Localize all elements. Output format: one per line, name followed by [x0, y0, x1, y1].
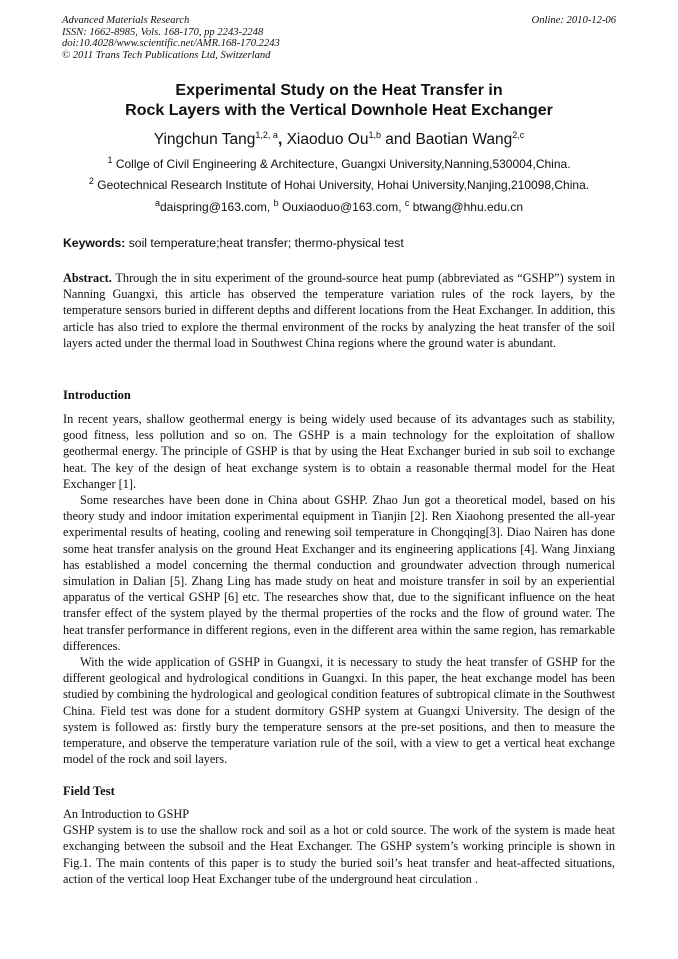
online-date: Online: 2010-12-06 [531, 15, 616, 26]
author-affiliation-mark: 1,2, a [255, 129, 278, 140]
affiliation-2 [0, 178, 678, 192]
keywords-label: Keywords: [63, 236, 126, 250]
email-link[interactable]: daispring@163.com, [160, 200, 271, 214]
section-heading-field-test: Field Test [63, 784, 115, 798]
keywords-line [63, 236, 404, 250]
author-emails [0, 200, 678, 214]
paper-title [0, 81, 678, 121]
author-name: Yingchun Tang [153, 131, 256, 148]
affiliation-1 [0, 157, 678, 171]
copyright-line: © 2011 Trans Tech Publications Ltd, Switzerland [62, 49, 271, 61]
email-mark: b [273, 198, 279, 208]
paragraph: GSHP system is to use the shallow rock and soil as a hot or cold source. The work of the system is made heat exchanging between the subsoil and the Heat Exchanger. The GSHP system’s working principle is shown in Fig.1. The main contents of this paper is to study the buried soil’s heat transfer and heat-affected situations, action of the vertical loop Heat Exchanger tube of the underground heat circulation . [63, 823, 615, 886]
author-name: Baotian Wang [415, 131, 513, 148]
subsection-heading: An Introduction to GSHP [63, 807, 190, 821]
section-heading-introduction: Introduction [63, 388, 131, 402]
affiliation-text: Geotechnical Research Institute of Hohai University, Hohai University,Nanjing,210098,China. [97, 178, 590, 192]
email-mark: c [404, 198, 410, 208]
field-test-body [63, 806, 615, 887]
author-name: Xiaoduo Ou [286, 131, 369, 148]
email-link[interactable]: btwang@hhu.edu.cn [412, 200, 523, 214]
paragraph: In recent years, shallow geothermal energy is being widely used because of its advantages such as stability, good fitness, less pollution and so on. The GSHP is a main technology for the exploitation of shallow geothermal energy. The principle of GSHP is that by using the Heat Exchanger buried in sub soil to exchange heat. The key of the design of heat exchange system is to obtain a reasonable thermal model for the Heat Exchanger [1]. [63, 412, 615, 491]
abstract [63, 270, 615, 351]
abstract-text: Through the in situ experiment of the ground-source heat pump (abbreviated as “GSHP”) system in Nanning Guangxi, this article has observed the temperature variation rules of the rock layers, by the temperature sensors buried in different depths and different locations from the Heat Exchanger. In addition, this article has also tried to explore the thermal environment of the rocks by analyzing the heat transfer of the soil layers acted under the thermal load in Southwest China regions where the ground water is abundant. [63, 271, 615, 350]
issn-line: ISSN: 1662-8985, Vols. 168-170, pp 2243-2248 [62, 26, 264, 38]
author-list: Yingchun Tang$^{1,2, a}$, Xiaoduo Ou$^{1,b}$ and Baotian Wang$^{2,c}$ [153, 129, 525, 148]
journal-name: Advanced Materials Research [62, 15, 190, 26]
paragraph: Some researches have been done in China about GSHP. Zhao Jun got a theoretical model, based on his theory study and indoor imitation experimental equipment in Tianjin [2]. Ren Xiaohong presented the all-year experimental results of heating, cooling and renewing soil temperature in Chongqing[3]. Diao Nairen has done some heat transfer analysis on the ground Heat Exchanger and its engineering applications [4]. Wang Jinxiang has established a model concerning the thermal conduction and groundwater advection through numerical simulation in Dalian [5]. Zhang Ling has made study on heat and moisture transfer in soil by an experiential apparatus of the vertical GSHP [6] etc. The researches show that, due to the significant influence on the heat transfer effect of the system played by the thermal properties of the rocks and the flow of ground water. The heat transfer performance in different regions, even in the different area within the same region, has remarkable differences. [63, 493, 615, 653]
title-line-2: Rock Layers with the Vertical Downhole Heat Exchanger [125, 102, 553, 119]
doi-line[interactable]: doi:10.4028/www.scientific.net/AMR.168-170.2243 [62, 38, 280, 50]
title-line-1: Experimental Study on the Heat Transfer in [175, 82, 503, 99]
paragraph: With the wide application of GSHP in Guangxi, it is necessary to study the heat transfer of GSHP for the different geological and hydrological conditions in Guangxi. In this paper, the heat exchange model has been studied by combining the hydrological and geological condition features of subtropical climate in the Southwest China. Field test was done for a student dormitory GSHP system at Guangxi University. The design of the system is followed as: firstly bury the temperature sensors at the pre-set positions, and then to measure the temperature, and observe the temperature variation rule of the soil, with a view to get a vertical heat exchange model of the rock and soil layers. [63, 655, 615, 767]
email-mark: a [154, 198, 160, 208]
author-conjunction: and [385, 131, 412, 148]
author-affiliation-mark: 2,c [512, 129, 525, 140]
affiliation-mark: 1 [107, 155, 113, 165]
author-affiliation-mark: 1,b [368, 129, 381, 140]
journal-metadata [62, 15, 280, 61]
keywords-text: soil temperature;heat transfer; thermo-physical test [128, 236, 404, 250]
affiliation-text: Collge of Civil Engineering & Architecture, Guangxi University,Nanning,530004,China. [115, 157, 571, 171]
introduction-body [63, 411, 615, 767]
affiliation-mark: 2 [88, 176, 94, 186]
abstract-label: Abstract. [63, 271, 112, 285]
email-link[interactable]: Ouxiaoduo@163.com, [281, 200, 402, 214]
